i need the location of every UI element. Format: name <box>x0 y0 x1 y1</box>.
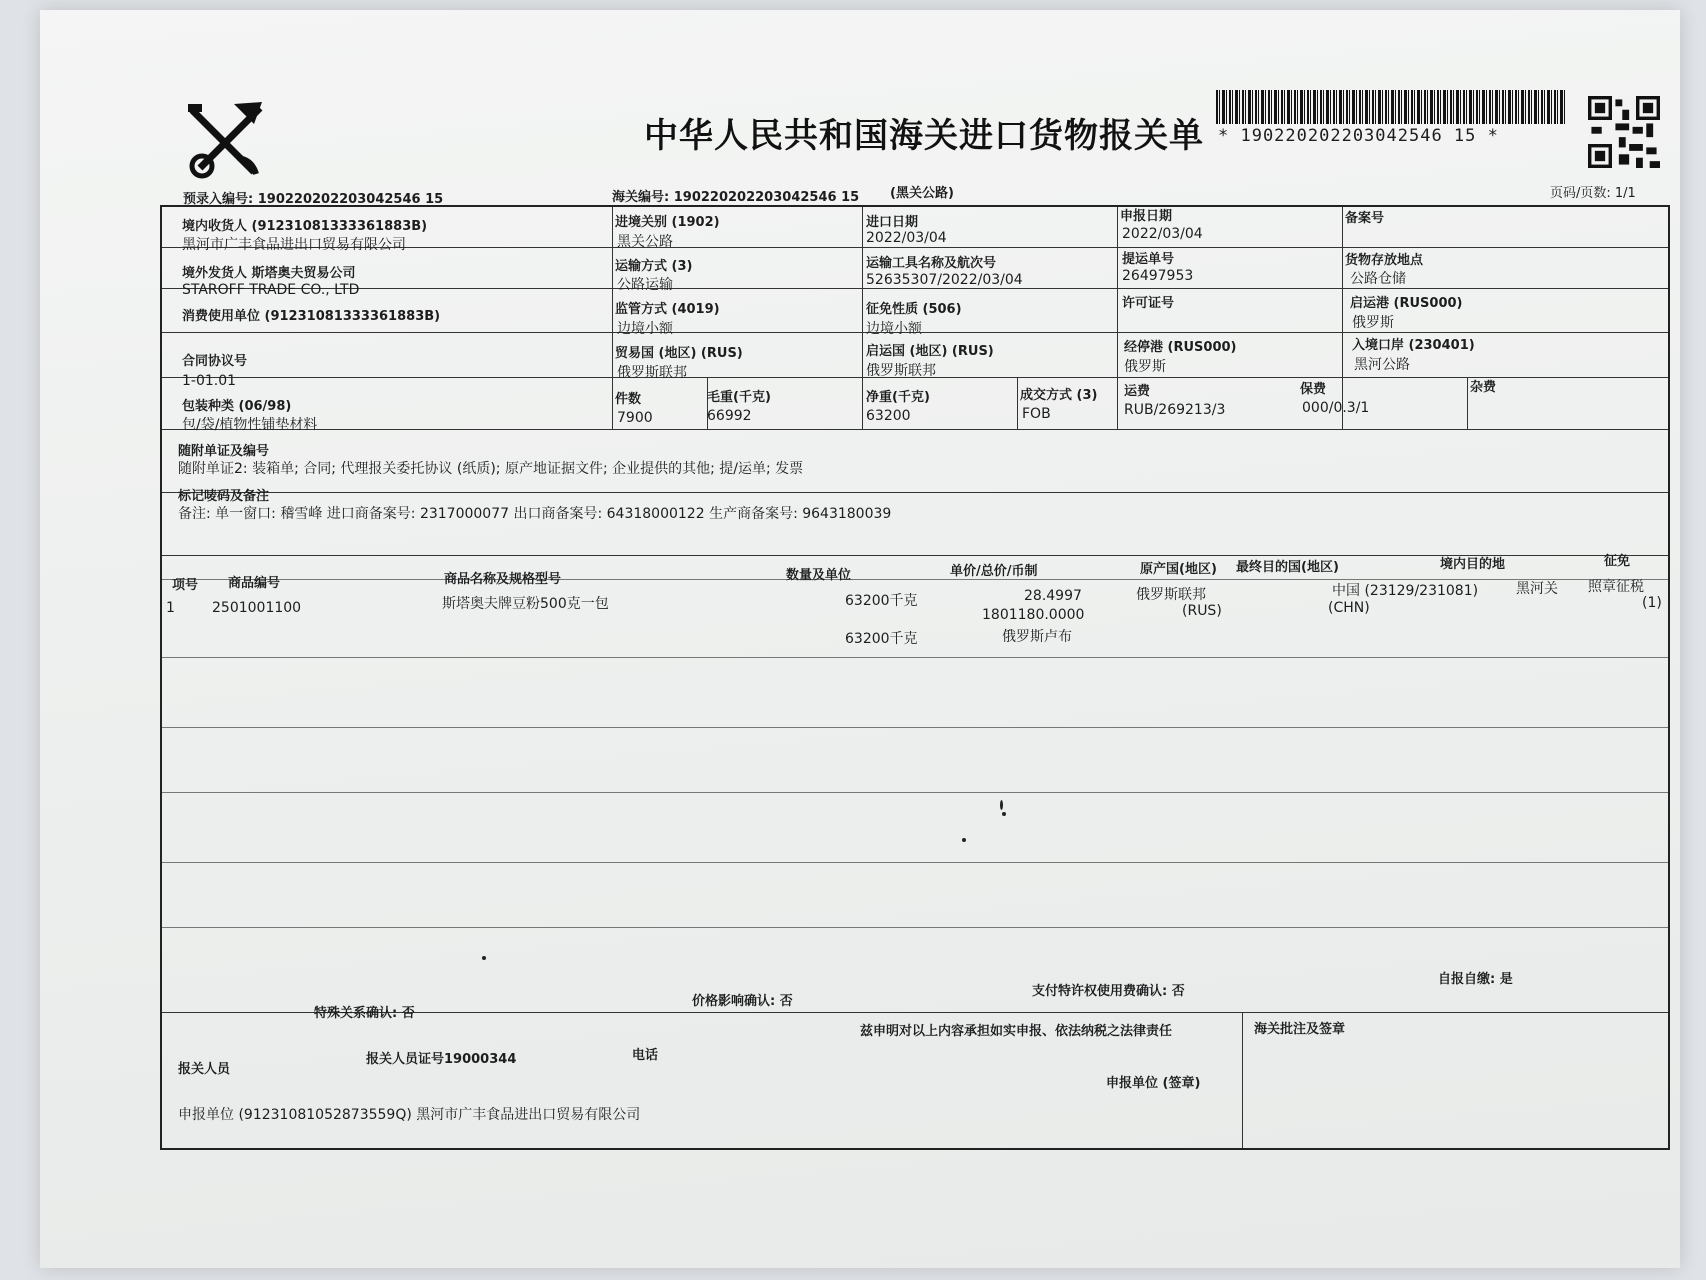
unit-seal-label: 申报单位 (签章) <box>1106 1076 1201 1091</box>
net-weight-label: 净重(千克) <box>866 390 930 405</box>
goods-item: 1 <box>166 600 175 616</box>
document-title: 中华人民共和国海关进口货物报关单 <box>644 116 1204 156</box>
transport-value: 公路运输 <box>617 277 673 293</box>
import-date-label: 进口日期 <box>866 215 919 230</box>
marks-value: 备注: 单一窗口: 稽雪峰 进口商备案号: 2317000077 出口商备案号: 64318000122 生产商备案号: 9643180039 <box>178 506 892 522</box>
license-label: 许可证号 <box>1122 296 1175 311</box>
goods-levy-header: 征免 <box>1604 554 1631 569</box>
qr-code-icon <box>1588 96 1660 168</box>
package-value: 包/袋/植物性铺垫材料 <box>182 417 318 433</box>
transit-port-label: 经停港 (RUS000) <box>1124 340 1237 355</box>
speck <box>1002 812 1006 816</box>
goods-name: 斯塔奥夫牌豆粉500克一包 <box>442 596 609 612</box>
speck <box>482 956 486 960</box>
goods-origin-code: (RUS) <box>1182 603 1222 619</box>
origin-country-label: 启运国 (地区) (RUS) <box>866 344 994 359</box>
freight-label: 运费 <box>1124 384 1151 399</box>
insurance-value: 000/0.3/1 <box>1302 400 1370 416</box>
goods-dest-country-header: 最终目的国(地区) <box>1236 560 1339 575</box>
declarant-label: 报关人员 <box>178 1062 231 1077</box>
goods-total-price: 1801180.0000 <box>982 607 1085 623</box>
goods-dest-country-code: (CHN) <box>1328 600 1370 616</box>
declarant-cert: 报关人员证号19000344 <box>366 1052 517 1067</box>
speck <box>1000 800 1003 810</box>
package-label: 包装种类 (06/98) <box>182 399 292 414</box>
customs-number: 海关编号: 190220202203042546 15 <box>612 190 860 205</box>
import-date-value: 2022/03/04 <box>866 230 947 246</box>
goods-qty-2: 63200千克 <box>845 631 918 647</box>
contract-value: 1-01.01 <box>182 373 237 389</box>
legal-statement: 兹申明对以上内容承担如实申报、依法纳税之法律责任 <box>860 1024 1173 1039</box>
goods-qty-header: 数量及单位 <box>786 568 852 583</box>
phone-label: 电话 <box>632 1048 659 1063</box>
docs-value: 随附单证2: 装箱单; 合同; 代理报关委托协议 (纸质); 原产地证据文件; 企业提供的其他; 提/运单; 发票 <box>178 461 804 477</box>
shipper-value: STAROFF TRADE CO., LTD <box>182 282 360 298</box>
goods-dest-country: 中国 (23129/231081) <box>1332 583 1479 599</box>
entry-port-value: 黑河公路 <box>1354 357 1410 373</box>
self-pay-confirm: 自报自缴: 是 <box>1438 972 1513 987</box>
goods-unit-price: 28.4997 <box>1024 588 1082 604</box>
royalty-confirm: 支付特许权使用费确认: 否 <box>1032 984 1185 999</box>
goods-name-header: 商品名称及规格型号 <box>444 572 562 587</box>
pieces-label: 件数 <box>615 392 642 407</box>
goods-price-header: 单价/总价/币制 <box>950 564 1038 579</box>
gross-weight-label: 毛重(千克) <box>707 390 771 405</box>
customs-approval-label: 海关批注及签章 <box>1254 1022 1346 1037</box>
goods-dest-domestic: 黑河关 <box>1516 581 1558 597</box>
depart-port-value: 俄罗斯 <box>1352 315 1394 331</box>
vehicle-value: 52635307/2022/03/04 <box>866 272 1023 288</box>
declaring-unit: 申报单位 (91231081052873559Q) 黑河市广丰食品进出口贸易有限公司 <box>178 1107 641 1123</box>
goods-currency: 俄罗斯卢布 <box>1002 629 1072 645</box>
freight-value: RUB/269213/3 <box>1124 402 1226 418</box>
depart-port-label: 启运港 (RUS000) <box>1350 296 1463 311</box>
barcode-number: * 190220202203042546 15 * <box>1218 126 1499 146</box>
transit-port-value: 俄罗斯 <box>1124 359 1166 375</box>
special-relation-confirm: 特殊关系确认: 否 <box>314 1006 415 1021</box>
consignee-value: 黑河市广丰食品进出口贸易有限公司 <box>182 237 406 253</box>
goods-levy-code: (1) <box>1642 595 1662 611</box>
supervision-label: 监管方式 (4019) <box>615 302 720 317</box>
levy-nature-value: 边境小额 <box>866 321 922 337</box>
entry-port-label: 入境口岸 (230401) <box>1352 338 1475 353</box>
goods-code: 2501001100 <box>212 600 302 616</box>
deal-method-label: 成交方式 (3) <box>1020 388 1098 403</box>
customs-emblem-icon <box>182 100 272 182</box>
deal-method-value: FOB <box>1022 406 1051 422</box>
transport-label: 运输方式 (3) <box>615 259 693 274</box>
price-effect-confirm: 价格影响确认: 否 <box>692 994 793 1009</box>
trade-country-label: 贸易国 (地区) (RUS) <box>615 346 743 361</box>
goods-origin: 俄罗斯联邦 <box>1136 587 1206 603</box>
trade-country-value: 俄罗斯联邦 <box>617 365 687 381</box>
pieces-value: 7900 <box>617 410 653 426</box>
bill-label: 提运单号 <box>1122 252 1175 267</box>
record-no-label: 备案号 <box>1345 211 1385 226</box>
goods-levy: 照章征税 <box>1588 579 1644 595</box>
origin-country-value: 俄罗斯联邦 <box>866 363 936 379</box>
goods-origin-header: 原产国(地区) <box>1140 562 1217 577</box>
misc-fee-label: 杂费 <box>1470 380 1497 395</box>
goods-item-header: 项号 <box>172 578 199 593</box>
levy-nature-label: 征免性质 (506) <box>866 302 962 317</box>
shipper-label: 境外发货人 斯塔奥夫贸易公司 <box>182 266 356 281</box>
pre-entry-number: 预录入编号: 190220202203042546 15 <box>183 192 444 207</box>
bill-value: 26497953 <box>1122 268 1194 284</box>
port-note: (黑关公路) <box>890 186 954 201</box>
docs-label: 随附单证及编号 <box>178 444 270 459</box>
declare-date-value: 2022/03/04 <box>1122 226 1203 242</box>
supervision-value: 边境小额 <box>617 321 673 337</box>
storage-label: 货物存放地点 <box>1345 253 1424 268</box>
consumer-label: 消费使用单位 (91231081333361883B) <box>182 309 441 324</box>
speck <box>962 838 966 842</box>
goods-qty-1: 63200千克 <box>845 593 918 609</box>
marks-label: 标记唛码及备注 <box>178 489 270 504</box>
net-weight-value: 63200 <box>866 408 911 424</box>
goods-dest-domestic-header: 境内目的地 <box>1440 557 1506 572</box>
insurance-label: 保费 <box>1300 382 1327 397</box>
entry-customs-label: 进境关别 (1902) <box>615 215 720 230</box>
page-count: 页码/页数: 1/1 <box>1550 186 1636 201</box>
contract-label: 合同协议号 <box>182 354 248 369</box>
barcode <box>1216 90 1566 124</box>
consignee-label: 境内收货人 (91231081333361883B) <box>182 219 428 234</box>
entry-customs-value: 黑关公路 <box>617 234 673 250</box>
goods-code-header: 商品编号 <box>228 576 281 591</box>
vehicle-label: 运输工具名称及航次号 <box>866 256 997 271</box>
gross-weight-value: 66992 <box>707 408 752 424</box>
storage-value: 公路仓储 <box>1350 271 1406 287</box>
declare-date-label: 申报日期 <box>1120 209 1173 224</box>
